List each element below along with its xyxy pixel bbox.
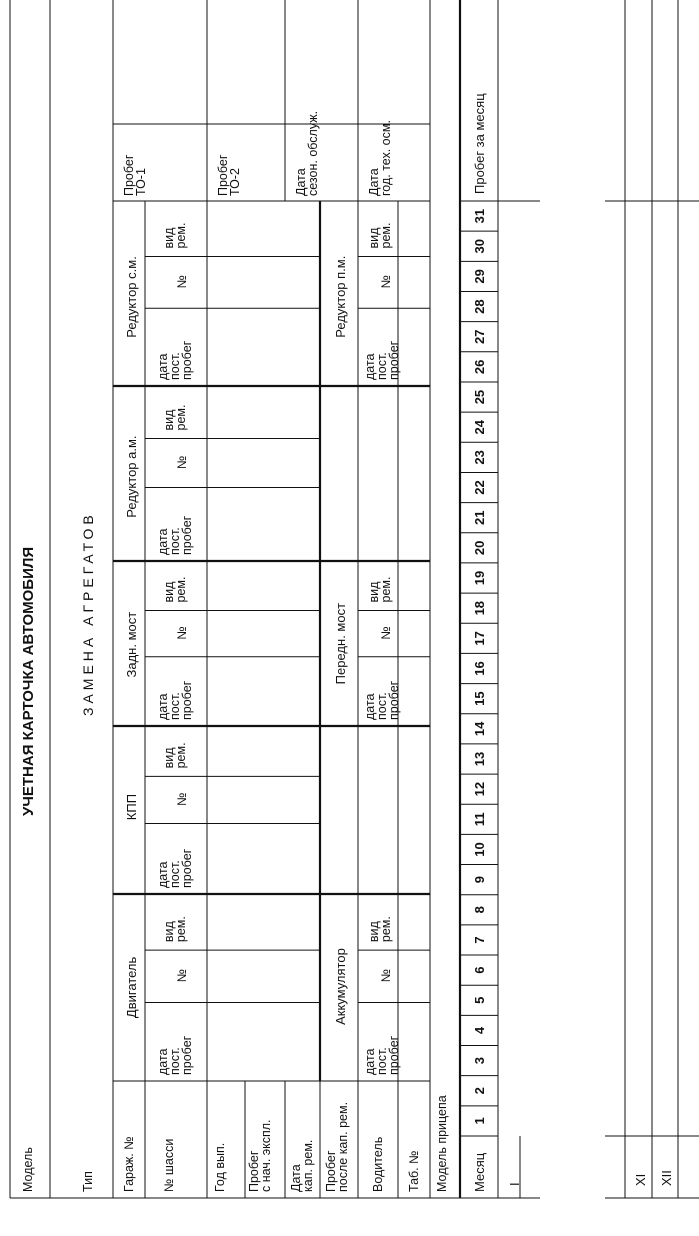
- unit-row2-2-date-header: дата пост. пробег: [363, 680, 401, 720]
- day-28: 28: [471, 299, 487, 314]
- day-1: 1: [471, 1117, 487, 1125]
- unit-2-date-header: дата пост. пробег: [156, 848, 194, 888]
- unit-row2-2-num-header: №: [379, 626, 393, 640]
- day-10: 10: [471, 842, 487, 857]
- day-2: 2: [471, 1087, 487, 1095]
- day-17: 17: [471, 631, 487, 646]
- day-5: 5: [471, 996, 487, 1004]
- unit-4-num-header: №: [175, 455, 189, 469]
- day-9: 9: [471, 876, 487, 884]
- unit-row2-1-num-header: №: [379, 968, 393, 983]
- card-title: УЧЕТНАЯ КАРТОЧКА АВТОМОБИЛЯ: [20, 546, 37, 816]
- unit-row2-1-date-header: дата пост. пробег: [363, 1035, 401, 1075]
- left-field-2: Тип: [81, 1171, 95, 1192]
- day-15: 15: [471, 691, 487, 706]
- day-21: 21: [471, 510, 487, 525]
- unit-5-name: Редуктор с.м.: [124, 256, 139, 338]
- left-field-3: Гараж. №: [122, 1136, 136, 1192]
- month-row-XI: XI: [633, 1173, 648, 1186]
- unit-4-name: Редуктор а.м.: [124, 435, 139, 518]
- day-30: 30: [471, 239, 487, 254]
- unit-row2-3-num-header: №: [379, 274, 393, 289]
- left-field-7: Дата кап. рем.: [289, 1139, 315, 1192]
- left-field-9: Водитель: [371, 1136, 385, 1192]
- month-row-XII: XII: [659, 1170, 674, 1186]
- left-field-11: Модель прицепа: [435, 1095, 449, 1192]
- left-field-1: Модель: [21, 1147, 35, 1192]
- unit-2-num-header: №: [175, 792, 189, 806]
- unit-5-num-header: №: [175, 274, 189, 289]
- day-19: 19: [471, 570, 487, 586]
- right-field-4: Дата год. тех. осм.: [367, 120, 393, 196]
- unit-1-name: Двигатель: [124, 956, 139, 1019]
- left-field-4: № шасси: [162, 1138, 176, 1192]
- unit-2-name: КПП: [124, 793, 139, 821]
- day-25: 25: [471, 389, 487, 405]
- unit-row2-2-repair-header: вид рем.: [367, 576, 393, 603]
- day-31: 31: [471, 208, 487, 224]
- section-title: ЗАМЕНА АГРЕГАТОВ: [80, 511, 96, 716]
- day-8: 8: [471, 906, 487, 914]
- left-field-10: Таб. №: [407, 1150, 421, 1192]
- mileage-label: Пробег за месяц: [472, 93, 487, 194]
- day-3: 3: [471, 1057, 487, 1065]
- day-14: 14: [471, 721, 487, 737]
- unit-3-date-header: дата пост. пробег: [156, 680, 194, 720]
- right-field-2: Пробег ТО-2: [216, 154, 242, 196]
- unit-row2-3-repair-header: вид рем.: [367, 222, 393, 249]
- unit-row2-3-date-header: дата пост. пробег: [363, 340, 401, 380]
- unit-4-date-header: дата пост. пробег: [156, 515, 194, 555]
- day-12: 12: [471, 781, 487, 797]
- day-18: 18: [471, 600, 487, 616]
- day-22: 22: [471, 480, 487, 495]
- unit-5-date-header: дата пост. пробег: [156, 340, 194, 380]
- day-24: 24: [471, 419, 487, 435]
- unit-5-repair-header: вид рем.: [162, 222, 188, 249]
- day-23: 23: [471, 450, 487, 465]
- left-field-6: Пробег с нач. экспл.: [247, 1119, 273, 1192]
- day-11: 11: [471, 812, 487, 827]
- day-16: 16: [471, 661, 487, 676]
- unit-2-repair-header: вид рем.: [162, 742, 188, 769]
- right-field-3: Дата сезон. обслуж.: [294, 110, 320, 196]
- unit-1-num-header: №: [175, 968, 189, 983]
- day-4: 4: [471, 1026, 487, 1035]
- right-field-1: Пробег ТО-1: [122, 154, 148, 196]
- unit-4-repair-header: вид рем.: [162, 404, 188, 431]
- unit-1-date-header: дата пост. пробег: [156, 1035, 194, 1075]
- day-20: 20: [471, 540, 487, 556]
- unit-3-repair-header: вид рем.: [162, 576, 188, 603]
- left-field-5: Год вып.: [213, 1142, 227, 1192]
- unit-3-num-header: №: [175, 626, 189, 640]
- unit-row2-3-name: Редуктор п.м.: [333, 255, 348, 338]
- month-row-I: I: [507, 1182, 522, 1186]
- unit-row2-2-name: Передн. мост: [333, 602, 348, 685]
- unit-1-repair-header: вид рем.: [162, 916, 188, 943]
- day-13: 13: [471, 751, 487, 767]
- day-26: 26: [471, 359, 487, 375]
- unit-3-name: Задн. мост: [124, 611, 139, 678]
- day-27: 27: [471, 329, 487, 344]
- day-29: 29: [471, 269, 487, 284]
- left-field-8: Пробег после кап. рем.: [324, 1101, 350, 1192]
- month-label: Месяц: [472, 1152, 487, 1192]
- day-7: 7: [471, 936, 487, 944]
- unit-row2-1-repair-header: вид рем.: [367, 916, 393, 943]
- day-6: 6: [471, 966, 487, 974]
- unit-row2-1-name: Аккумулятор: [333, 948, 348, 1025]
